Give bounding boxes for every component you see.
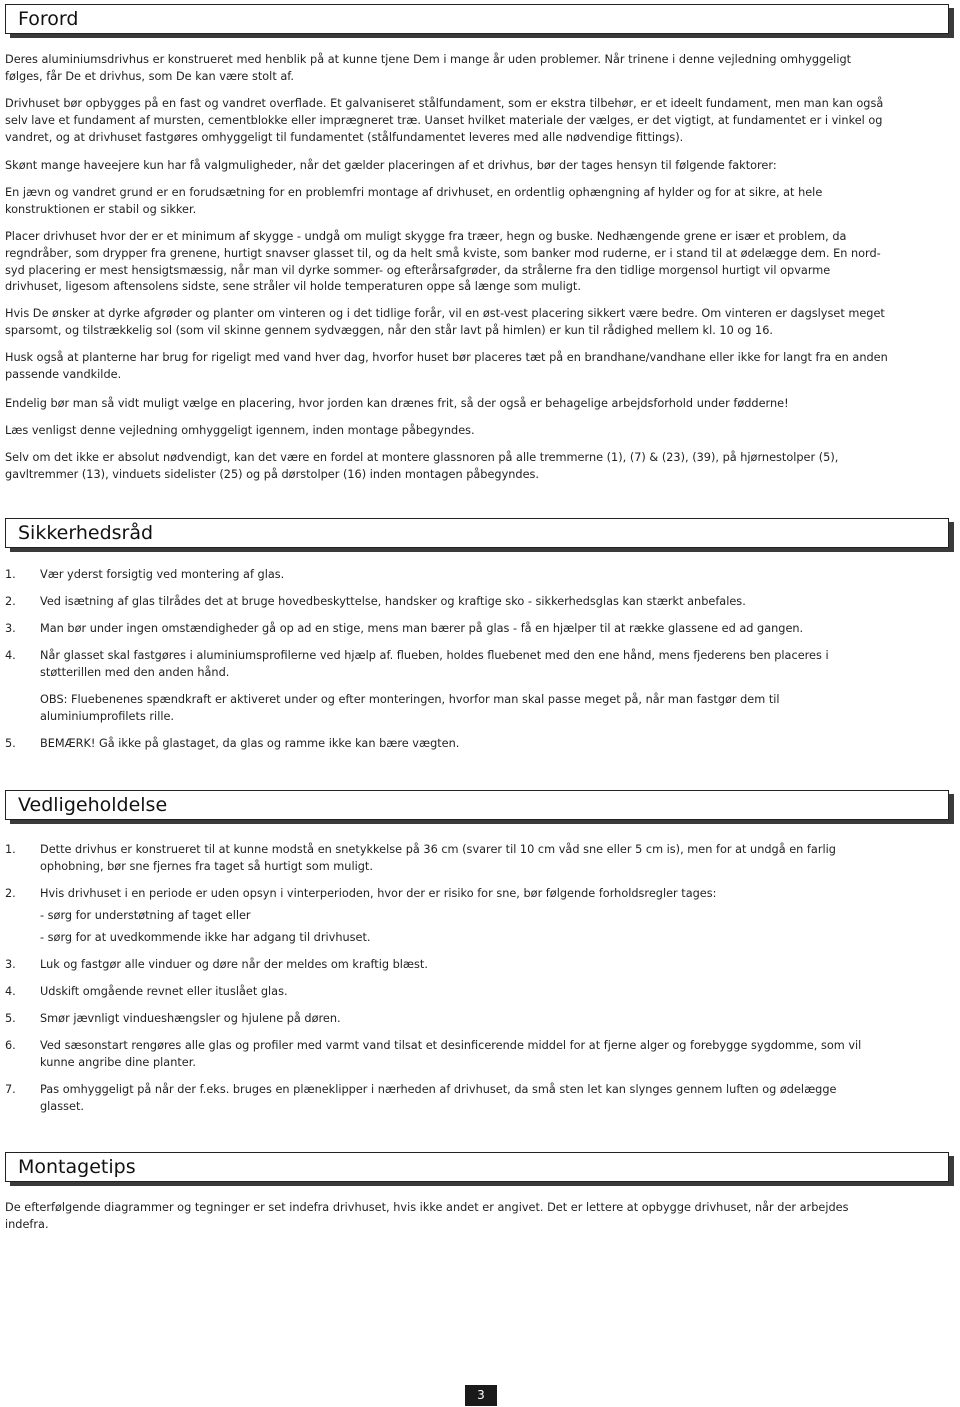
list-text: Vær yderst forsigtig ved montering af glas. xyxy=(40,568,285,581)
paragraph: De efterfølgende diagrammer og tegninger er set indefra drivhuset, hvis ikke andet er angivet. Det er lettere at opbygge drivhuset, når der arbejdes indefra. xyxy=(5,1201,849,1231)
list-text: Smør jævnligt vindueshængsler og hjulene på døren. xyxy=(40,1012,341,1025)
section-title: Montagetips xyxy=(18,1156,136,1178)
section-header-vedligeholdelse xyxy=(5,790,949,820)
obs-note: OBS: Fluebenenes spændkraft er aktiveret under og efter monteringen, hvorfor man skal passe meget på, når man fastgør dem til aluminiumprofilets rille. xyxy=(40,693,780,723)
sub-item: - sørg for understøtning af taget eller xyxy=(40,909,251,922)
list-number: 5. xyxy=(5,737,16,750)
list-text: Man bør under ingen omstændigheder gå op ad en stige, mens man bærer på glas - få en hjælper til at række glassene ed ad gangen. xyxy=(40,622,804,635)
list-text: Ved sæsonstart rengøres alle glas og profiler med varmt vand tilsat et desinficerende middel for at fjerne alger og forebygge sygdomme, som vil kunne angribe dine planter. xyxy=(40,1039,862,1069)
page-number: 3 xyxy=(465,1385,497,1406)
paragraph: Placer drivhuset hvor der er et minimum af skygge - undgå om muligt skygge fra træer, hegn og buske. Nedhængende grene er især et problem, da regndråber, som drypper fra grenene, hurtigt snavser glasset til, og da helt små kviste, som banker mod ruderne, er i stand til at ødelægge dem. En nord-syd placering er mest hensigtsmæssig, når man vil dyrke sommer- og efterårsafgrøder, da strålerne fra den tidlige morgensol hurtigt vil opvarme drivhuset, ligesom aftensolens sidste, sene stråler vil holde temperaturen oppe så længe som muligt. xyxy=(5,230,881,294)
list-number: 6. xyxy=(5,1039,16,1052)
list-text: Luk og fastgør alle vinduer og døre når der meldes om kraftig blæst. xyxy=(40,958,428,971)
sub-item: - sørg for at uvedkommende ikke har adgang til drivhuset. xyxy=(40,931,371,944)
section-title: Vedligeholdelse xyxy=(18,794,168,816)
list-number: 3. xyxy=(5,622,16,635)
list-text: Udskift omgående revnet eller ituslået glas. xyxy=(40,985,288,998)
list-number: 1. xyxy=(5,843,16,856)
paragraph: Selv om det ikke er absolut nødvendigt, kan det være en fordel at montere glassnoren på alle tremmerne (1), (7) & (23), (39), på hjørnestolper (5), gavltremmer (13), vinduets sidelister (25) og på dørstolper (16) inden montagen påbegyndes. xyxy=(5,451,839,481)
list-number: 5. xyxy=(5,1012,16,1025)
paragraph: Læs venligst denne vejledning omhyggeligt igennem, inden montage påbegyndes. xyxy=(5,424,475,437)
list-text: Ved isætning af glas tilrådes det at bruge hovedbeskyttelse, handsker og kraftige sko - sikkerhedsglas kan stærkt anbefales. xyxy=(40,595,746,608)
paragraph: En jævn og vandret grund er en forudsætning for en problemfri montage af drivhuset, en ordentlig ophængning af hylder og for at sikre, at hele konstruktionen er stabil og sikker. xyxy=(5,186,823,216)
section-title: Forord xyxy=(18,8,79,30)
list-number: 7. xyxy=(5,1083,16,1096)
list-number: 1. xyxy=(5,568,16,581)
list-number: 2. xyxy=(5,595,16,608)
section-header-forord xyxy=(5,4,949,34)
paragraph: Drivhuset bør opbygges på en fast og vandret overflade. Et galvaniseret stålfundament, som er ekstra tilbehør, er et ideelt fundament, men man kan også selv lave et fundament af mursten, cementblokke eller imprægneret træ. Uanset hvilket materiale der vælges, er det vigtigt, at fundamentet er i vinkel og vandret, og at drivhuset fastgøres omhyggeligt til fundamentet (stålfundamentet leveres med alle nødvendige fittings). xyxy=(5,97,884,144)
paragraph: Skønt mange haveejere kun har få valgmuligheder, når det gælder placeringen af et drivhus, bør der tages hensyn til følgende faktorer: xyxy=(5,159,777,172)
section-header-montagetips xyxy=(5,1152,949,1182)
list-number: 4. xyxy=(5,985,16,998)
list-number: 2. xyxy=(5,887,16,900)
paragraph: Hvis De ønsker at dyrke afgrøder og planter om vinteren og i det tidlige forår, vil en øst-vest placering sikkert være bedre. Om vinteren er dagslyset meget sparsomt, og tilstrækkelig sol (som vil skinne gennem sydvæggen, når den står lavt på himlen) er kun til rådighed mellem kl. 10 og 16. xyxy=(5,307,885,337)
section-header-sikkerhedsraad xyxy=(5,518,949,548)
paragraph: Deres aluminiumsdrivhus er konstrueret med henblik på at kunne tjene Dem i mange år uden problemer. Når trinene i denne vejledning omhyggeligt følges, får De et drivhus, som De kan være stolt af. xyxy=(5,53,852,83)
paragraph: Endelig bør man så vidt muligt vælge en placering, hvor jorden kan drænes frit, så der også er behagelige arbejdsforhold under fødderne! xyxy=(5,397,789,410)
list-text: BEMÆRK! Gå ikke på glastaget, da glas og ramme ikke kan bære vægten. xyxy=(40,737,460,750)
list-text: Dette drivhus er konstrueret til at kunne modstå en snetykkelse på 36 cm (svarer til 10 cm våd sne eller 5 cm is), men for at undgå en farlig ophobning, bør sne fjernes fra taget så hurtigt som muligt. xyxy=(40,843,836,873)
list-number: 4. xyxy=(5,649,16,662)
list-text: Når glasset skal fastgøres i aluminiumsprofilerne ved hjælp af. flueben, holdes fluebenet med den ene hånd, mens fjederens ben placeres i støtterillen med den anden hånd. xyxy=(40,649,829,679)
list-text: Hvis drivhuset i en periode er uden opsyn i vinterperioden, hvor der er risiko for sne, bør følgende forholdsregler tages: xyxy=(40,887,717,900)
list-text: Pas omhyggeligt på når der f.eks. bruges en plæneklipper i nærheden af drivhuset, da små sten let kan slynges gennem luften og ødelægge glasset. xyxy=(40,1083,837,1113)
paragraph: Husk også at planterne har brug for rigeligt med vand hver dag, hvorfor huset bør placeres tæt på en brandhane/vandhane eller ikke for langt fra en anden passende vandkilde. xyxy=(5,351,888,381)
section-title: Sikkerhedsråd xyxy=(18,522,154,544)
list-number: 3. xyxy=(5,958,16,971)
